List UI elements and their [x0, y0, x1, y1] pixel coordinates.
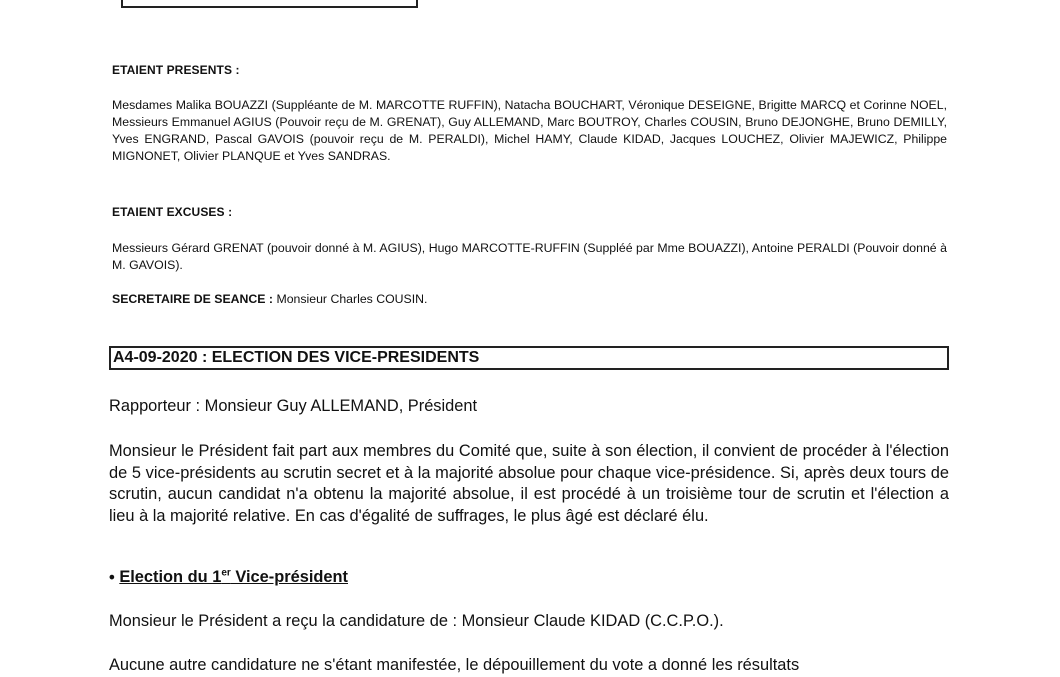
presents-list: Mesdames Malika BOUAZZI (Suppléante de M. MARCOTTE RUFFIN), Natacha BOUCHART, Véronique DESEIGNE, Brigitte MARCQ et Corinne NOEL, Messieurs Emmanuel AGIUS (Pouvoir reçu de M. GRENAT), Guy ALLEMAND, Marc BOUTROY, Charles COUSIN, Bruno DEJONGHE, Bruno DEMILLY, Yves ENGRAND, Pascal GAVOIS (pouvoir reçu de M. PERALDI), Michel HAMY, Claude KIDAD, Jacques LOUCHEZ, Olivier MAJEWICZ, Philippe MIGNONET, Olivier PLANQUE et Yves SANDRAS. — [112, 98, 947, 163]
result-intro: Aucune autre candidature ne s'étant manifestée, le dépouillement du vote a donné les résultats — [109, 656, 800, 674]
presents-heading: ETAIENT PRESENTS : — [112, 63, 240, 77]
secretaire-line — [112, 292, 427, 306]
candidature-line: Monsieur le Président a reçu la candidature de : Monsieur Claude KIDAD (C.C.P.O.). — [109, 612, 724, 630]
excuses-list: Messieurs Gérard GRENAT (pouvoir donné à M. AGIUS), Hugo MARCOTTE-RUFFIN (Suppléé par Mme BOUAZZI), Antoine PERALDI (Pouvoir donné à M. GAVOIS). — [112, 241, 947, 272]
rapporteur: Rapporteur : Monsieur Guy ALLEMAND, Président — [109, 397, 478, 415]
excuses-heading: ETAIENT EXCUSES : — [112, 205, 233, 219]
header-frame — [121, 0, 418, 8]
secretaire-label: SECRETAIRE DE SEANCE : — [112, 292, 274, 306]
election-1-heading — [109, 568, 348, 587]
secretaire-value: Monsieur Charles COUSIN. — [273, 292, 428, 306]
election-1-title: Election du 1er Vice-président — [119, 568, 348, 587]
section-title: A4-09-2020 : ELECTION DES VICE-PRESIDENTS — [109, 346, 949, 370]
intro-paragraph: Monsieur le Président fait part aux membres du Comité que, suite à son élection, il convient de procéder à l'élection de 5 vice-présidents au scrutin secret et à la majorité absolue pour chaque vice-présidence. Si, après deux tours de scrutin, aucun candidat n'a obtenu la majorité absolue, il est procédé à un troisième tour de scrutin et l'élection a lieu à la majorité relative. En cas d'égalité de suffrages, le plus âgé est déclaré élu. — [109, 442, 949, 525]
bullet: • — [109, 568, 115, 587]
